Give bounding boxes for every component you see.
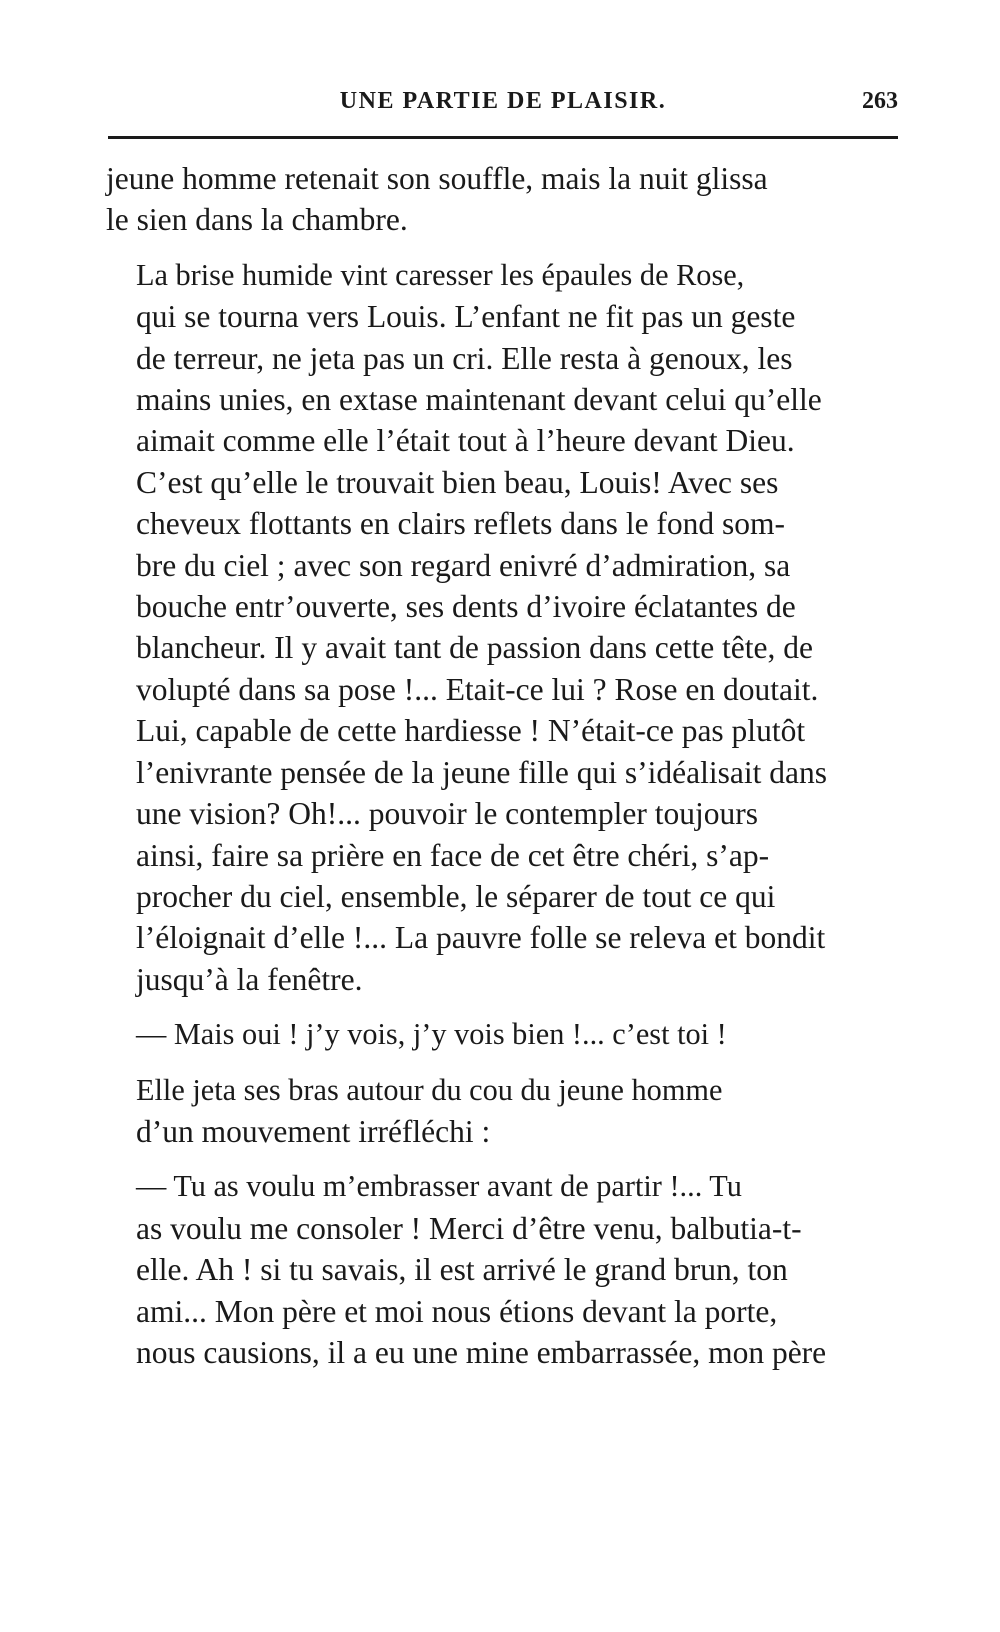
running-title: UNE PARTIE DE PLAISIR. [339, 88, 667, 114]
text-line: bre du ciel ; avec son regard enivré d’admiration, sa [136, 547, 791, 583]
text-line: d’un mouvement irréfléchi : [136, 1113, 491, 1149]
text-line: une vision? Oh!... pouvoir le contempler toujours [136, 796, 759, 832]
text-line: jusqu’à la fenêtre. [136, 961, 363, 997]
paragraph [106, 255, 894, 1000]
text-line: ainsi, faire sa prière en face de cet être chéri, s’ap- [136, 837, 770, 873]
paragraph [106, 1166, 894, 1373]
body-text [106, 158, 894, 1373]
text-line: qui se tourna vers Louis. L’enfant ne fit pas un geste [136, 299, 796, 335]
text-line: bouche entr’ouverte, ses dents d’ivoire éclatantes de [136, 589, 796, 625]
paragraph [106, 1070, 894, 1153]
text-line: aimait comme elle l’était tout à l’heure devant Dieu. [136, 423, 795, 459]
text-line: l’enivrante pensée de la jeune fille qui s’idéalisait dans [136, 754, 827, 790]
text-line: de terreur, ne jeta pas un cri. Elle resta à genoux, les [136, 340, 793, 376]
paragraph [106, 158, 894, 241]
text-line: procher du ciel, ensemble, le séparer de tout ce qui [136, 878, 776, 914]
text-line: elle. Ah ! si tu savais, il est arrivé le grand brun, ton [136, 1252, 788, 1288]
running-head [108, 88, 898, 128]
text-line: — Mais oui ! j’y vois, j’y vois bien !... c’est toi ! [136, 1017, 727, 1052]
text-line: le sien dans la chambre. [106, 202, 408, 238]
text-line: jeune homme retenait son souffle, mais la nuit glissa [106, 161, 768, 196]
text-line: La brise humide vint caresser les épaules de Rose, [136, 257, 745, 292]
page-number: 263 [862, 88, 898, 114]
text-line: C’est qu’elle le trouvait bien beau, Louis! Avec ses [136, 464, 779, 500]
text-line: nous causions, il a eu une mine embarrassée, mon père [136, 1334, 827, 1370]
text-line: blancheur. Il y avait tant de passion dans cette tête, de [136, 630, 814, 666]
text-line: volupté dans sa pose !... Etait-ce lui ? Rose en doutait. [136, 671, 819, 707]
header-rule [108, 136, 898, 139]
text-line: as voulu me consoler ! Merci d’être venu, balbutia-t- [136, 1210, 802, 1246]
text-line: mains unies, en extase maintenant devant celui qu’elle [136, 382, 822, 418]
text-line: l’éloignait d’elle !... La pauvre folle se releva et bondit [136, 920, 826, 956]
paragraph [106, 1014, 894, 1055]
text-line: cheveux flottants en clairs reflets dans le fond som- [136, 506, 786, 542]
text-line: — Tu as voulu m’embrasser avant de partir !... Tu [136, 1169, 742, 1204]
text-line: ami... Mon père et moi nous étions devant la porte, [136, 1293, 778, 1329]
text-line: Lui, capable de cette hardiesse ! N’était-ce pas plutôt [136, 713, 806, 749]
text-line: Elle jeta ses bras autour du cou du jeune homme [136, 1072, 723, 1107]
